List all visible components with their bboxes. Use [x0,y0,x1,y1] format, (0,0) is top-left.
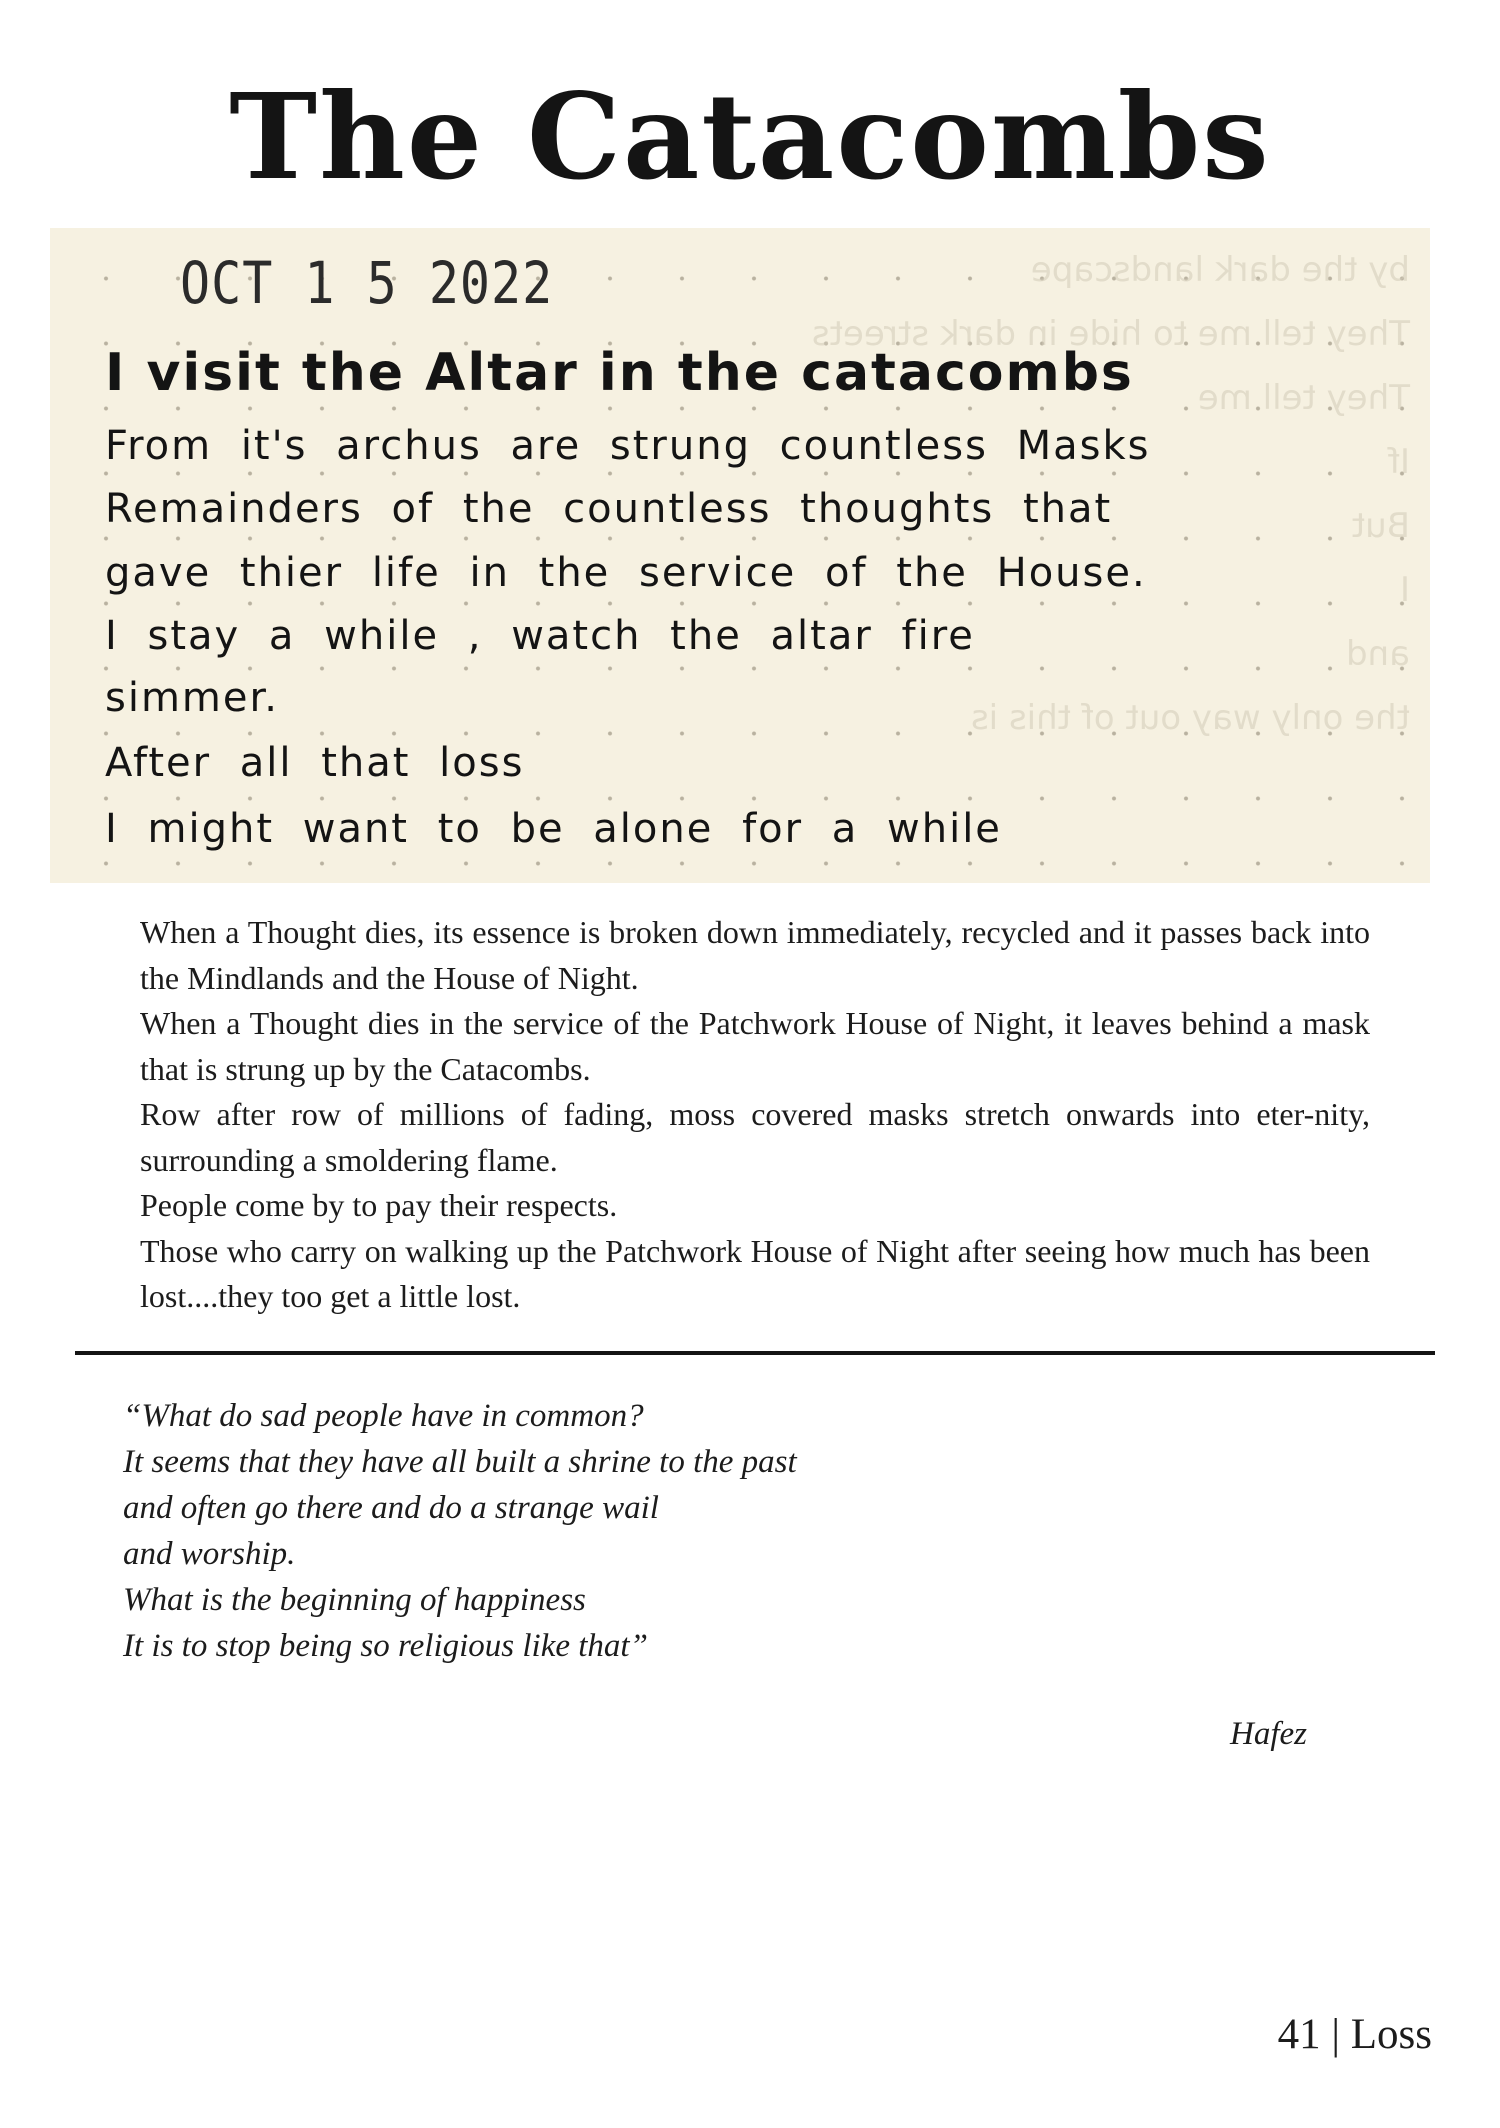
page-footer: 41 | Loss [1277,2011,1432,2058]
quote-line: “What do sad people have in common? [123,1398,644,1434]
quote-line: and often go there and do a strange wail [123,1490,659,1526]
journal-line: From it's archus are strung countless Masks [105,423,1151,469]
divider [75,1351,1435,1355]
quote-line: It seems that they have all built a shrine to the past [123,1444,797,1480]
journal-line: gave thier life in the service of the House. [105,550,1147,596]
quote-line: What is the beginning of happiness [123,1582,586,1618]
body-paragraph: People come by to pay their respects. [140,1187,618,1223]
quote-line: and worship. [123,1536,296,1572]
bleed-through-text: by the dark landscape They tell me to hide in dark streets They tell me If But I and the only way out of this is [811,250,1410,738]
body-paragraph: When a Thought dies in the service of the Patchwork House of Night, it leaves behind a mask that is strung up by the Catacombs. [140,1005,1370,1087]
body-text [140,910,1370,1320]
quote-line: It is to stop being so religious like that” [123,1628,648,1664]
journal-line: After all that loss [105,740,525,786]
date-stamp: OCT 1 5 2022 [180,250,554,317]
journal-line: Remainders of the countless thoughts that [105,486,1113,532]
body-paragraph: Row after row of millions of fading, moss covered masks stretch onwards into eter-nity, surrounding a smoldering flame. [140,1096,1370,1178]
journal-line: I visit the Altar in the catacombs [105,343,1134,403]
body-paragraph: Those who carry on walking up the Patchwork House of Night after seeing how much has been lost....they too get a little lost. [140,1232,1370,1314]
journal-scan-image [50,228,1430,883]
page-title: The Catacombs [229,67,1271,206]
body-paragraph: When a Thought dies, its essence is broken down immediately, recycled and it passes back into the Mindlands and the House of Night. [140,914,1370,996]
journal-line: I stay a while , watch the altar fire [105,613,975,659]
quote-author: Hafez [1230,1716,1307,1752]
journal-line: simmer. [105,675,279,721]
journal-line: I might want to be alone for a while [105,806,1002,852]
quote-block [123,1393,1023,1669]
